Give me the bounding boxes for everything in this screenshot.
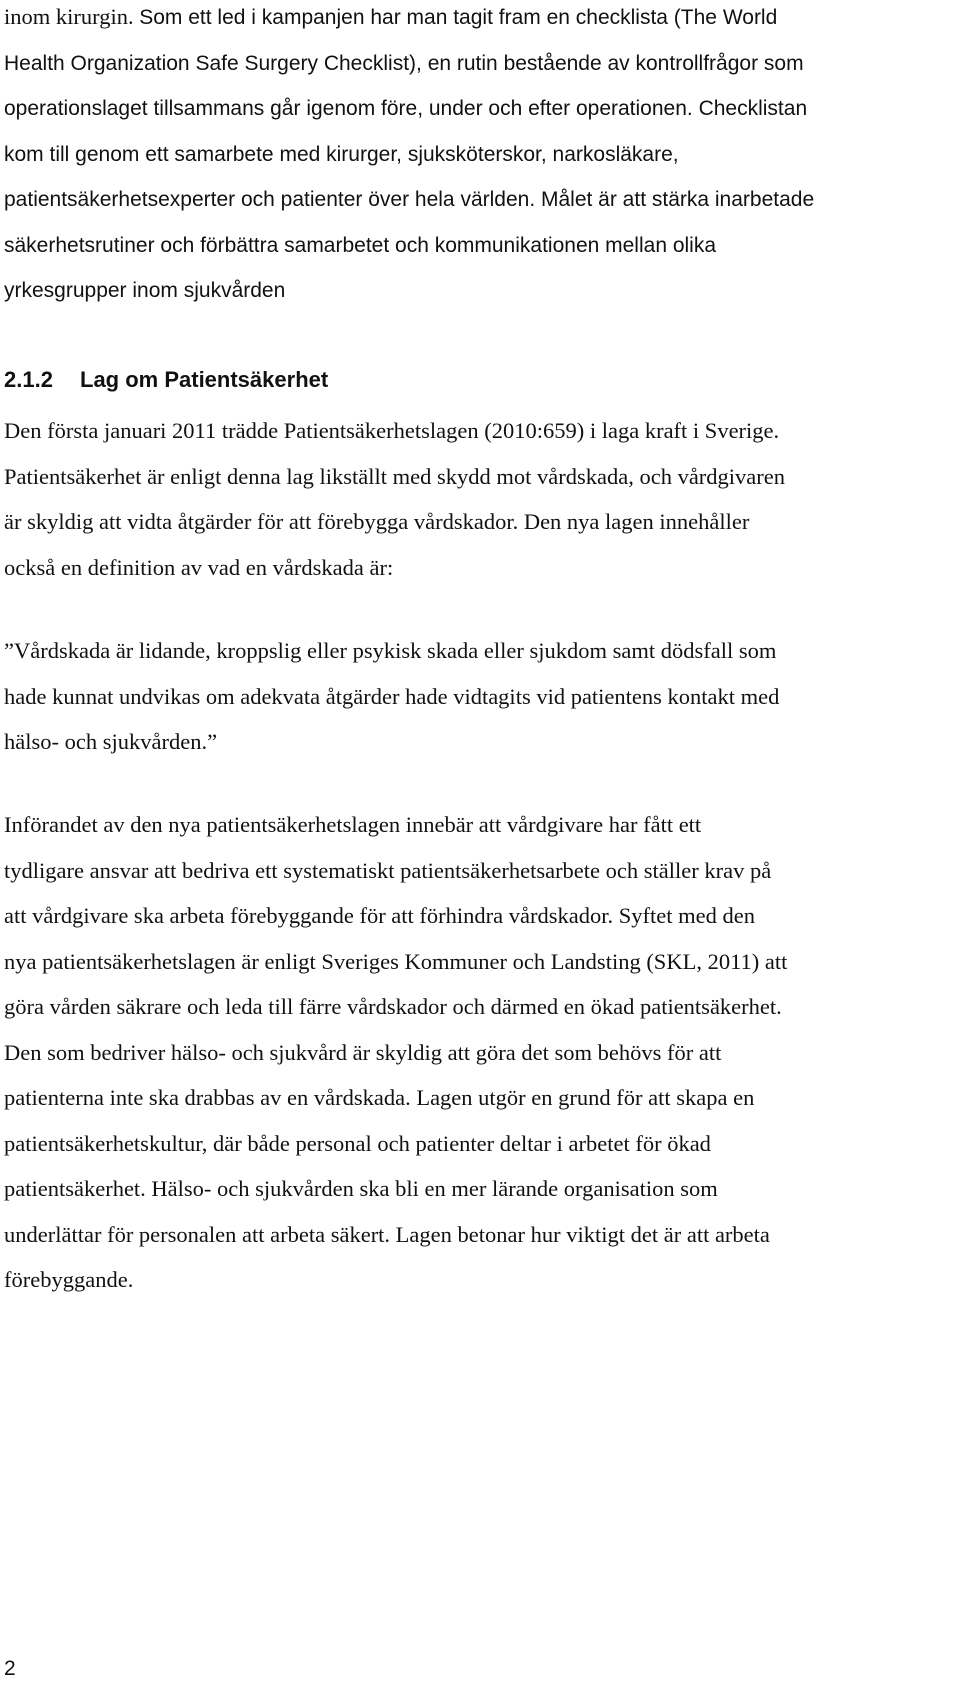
paragraph-line: tydligare ansvar att bedriva ett systematiskt patientsäkerhetsarbete och ställer krav på <box>4 857 772 883</box>
paragraph-line: patienterna inte ska drabbas av en vårdskada. Lagen utgör en grund för att skapa en <box>4 1085 755 1110</box>
line-fragment: inom kirurgin. <box>4 4 140 29</box>
paragraph-line: hade kunnat undvikas om adekvata åtgärder hade vidtagits vid patientens kontakt med <box>4 683 780 709</box>
checklist-paragraph <box>4 0 944 314</box>
paragraph-line: Den första januari 2011 trädde Patientsäkerhetslagen (2010:659) i laga kraft i Sverige. <box>4 418 780 443</box>
paragraph-line: göra vården säkrare och leda till färre vårdskador och därmed en ökad patientsäkerhet. <box>4 994 782 1019</box>
paragraph-line: underlättar för personalen att arbeta säkert. Lagen betonar hur viktigt det är att arbeta <box>4 1221 770 1247</box>
page-number: 2 <box>4 1657 16 1680</box>
document-page <box>4 0 944 1700</box>
section-number: 2.1.2 <box>4 367 53 392</box>
paragraph-line <box>4 0 944 41</box>
paragraph-line: Health Organization Safe Surgery Checklist), en rutin bestående av kontrollfrågor som <box>4 51 804 75</box>
paragraph-line: ”Vårdskada är lidande, kroppslig eller psykisk skada eller sjukdom samt dödsfall som <box>4 638 777 663</box>
paragraph-line: nya patientsäkerhetslagen är enligt Sveriges Kommuner och Landsting (SKL, 2011) att <box>4 948 788 974</box>
paragraph-line: Den som bedriver hälso- och sjukvård är skyldig att göra det som behövs för att <box>4 1039 722 1065</box>
paragraph-line: patientsäkerhetskultur, där både personal och patienter deltar i arbetet för ökad <box>4 1130 711 1156</box>
paragraph-line: förebyggande. <box>4 1267 134 1292</box>
introduction-paragraph <box>4 802 944 1303</box>
paragraph-line: Patientsäkerhet är enligt denna lag likställt med skydd mot vårdskada, och vårdgivaren <box>4 463 786 489</box>
definition-quote <box>4 628 944 765</box>
paragraph-line: patientsäkerhet. Hälso- och sjukvården ska bli en mer lärande organisation som <box>4 1176 718 1201</box>
paragraph-line: kom till genom ett samarbete med kirurger, sjuksköterskor, narkosläkare, <box>4 142 679 166</box>
section-heading <box>4 362 328 398</box>
paragraph-line: säkerhetsrutiner och förbättra samarbetet och kommunikationen mellan olika <box>4 233 717 257</box>
paragraph-line: är skyldig att vidta åtgärder för att förebygga vårdskador. Den nya lagen innehåller <box>4 509 750 534</box>
paragraph-line: hälso- och sjukvården.” <box>4 729 218 754</box>
paragraph-line: Införandet av den nya patientsäkerhetslagen innebär att vårdgivare har fått ett <box>4 812 702 837</box>
paragraph-line: också en definition av vad en vårdskada är: <box>4 554 394 580</box>
paragraph-line: yrkesgrupper inom sjukvården <box>4 279 286 302</box>
section-title: Lag om Patientsäkerhet <box>80 367 329 392</box>
paragraph-line: patientsäkerhetsexperter och patienter över hela världen. Målet är att stärka inarbetade <box>4 188 815 211</box>
paragraph-line: operationslaget tillsammans går igenom före, under och efter operationen. Checklistan <box>4 97 808 120</box>
paragraph-line: att vårdgivare ska arbeta förebyggande för att förhindra vårdskador. Syftet med den <box>4 903 755 928</box>
line-fragment: Som ett led i kampanjen har man tagit fram en checklista (The World <box>139 6 778 29</box>
law-paragraph <box>4 408 944 590</box>
